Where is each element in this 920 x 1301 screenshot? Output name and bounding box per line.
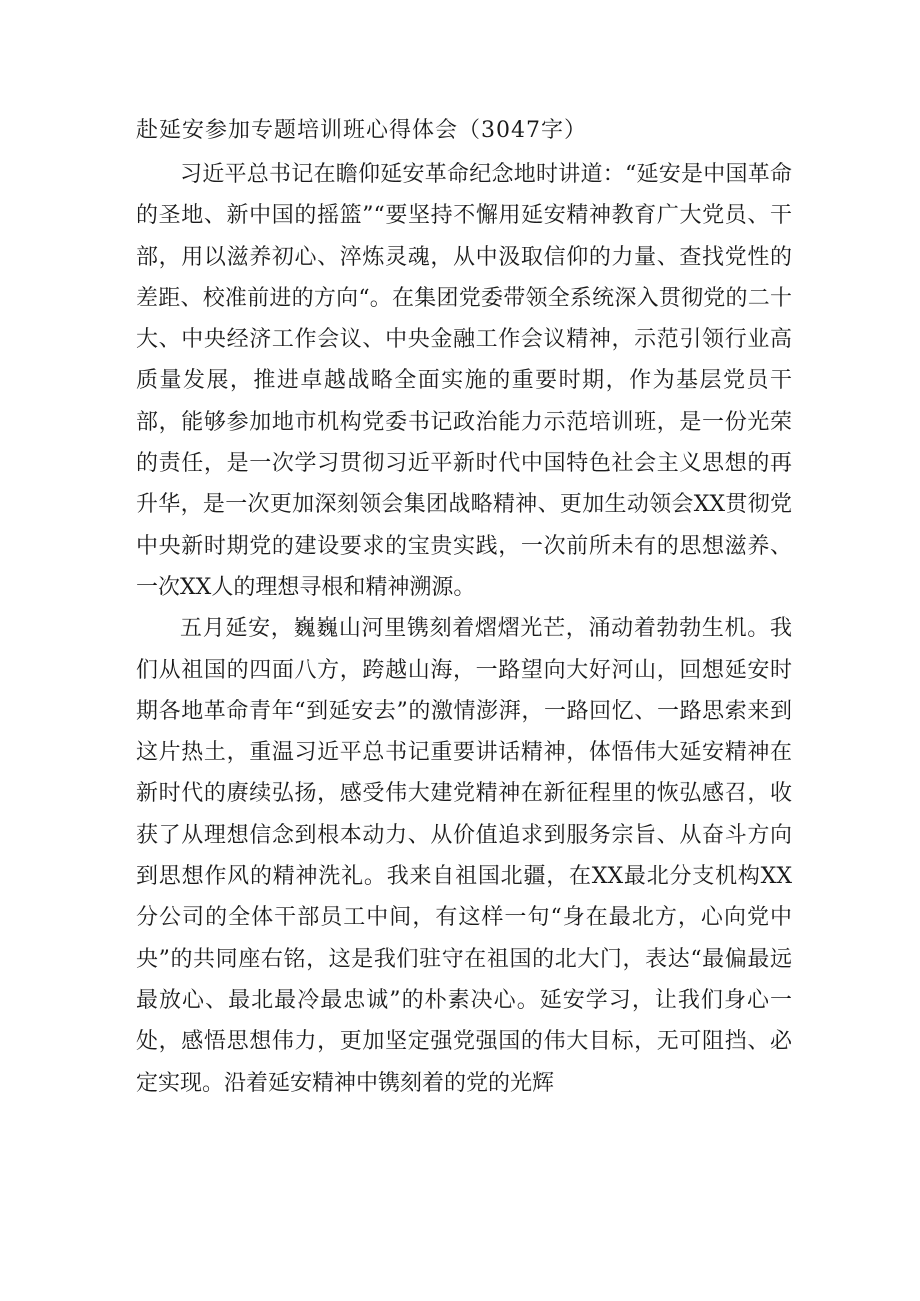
paragraph-2: 五月延安，巍巍山河里镌刻着熠熠光芒，涌动着勃勃生机。我们从祖国的四面八方，跨越山海，一路望向大好河山，回想延安时期各地革命青年“到延安去”的激情澎湃，一路回忆、一路思索来到这片热土，重温习近平总书记重要讲话精神，体悟伟大延安精神在新时代的赓续弘扬，感受伟大建党精神在新征程里的恢弘感召，收获了从理想信念到根本动力、从价值追求到服务宗旨、从奋斗方向到思想作风的精神洗礼。我来自祖国北疆，在XX最北分支机构XX分公司的全体干部员工中间，有这样一句“身在最北方，心向党中央”的共同座右铭，这是我们驻守在祖国的北大门，表达“最偏最远最放心、最北最冷最忠诚”的朴素决心。延安学习，让我们身心一处，感悟思想伟力，更加坚定强党强国的伟大目标，无可阻挡、必定实现。沿着延安精神中镌刻着的党的光辉	[136, 616, 792, 1096]
document-title: 赴延安参加专题培训班心得体会（3047字）	[136, 118, 587, 143]
paragraph-1: 习近平总书记在瞻仰延安革命纪念地时讲道：“延安是中国革命的圣地、新中国的摇篮”“要坚持不懈用延安精神教育广大党员、干部，用以滋养初心、淬炼灵魂，从中汲取信仰的力量、查找党性的差距、校准前进的方向“。在集团党委带领全系统深入贯彻党的二十大、中央经济工作会议、中央金融工作会议精神，示范引领行业高质量发展，推进卓越战略全面实施的重要时期，作为基层党员干部，能够参加地市机构党委书记政治能力示范培训班，是一份光荣的责任，是一次学习贯彻习近平新时代中国特色社会主义思想的再升华，是一次更加深刻领会集团战略精神、更加生动领会XX贯彻党中央新时期党的建设要求的宝贵实践，一次前所未有的思想滋养、一次XX人的理想寻根和精神溯源。	[136, 162, 792, 600]
document-body	[136, 154, 792, 1104]
